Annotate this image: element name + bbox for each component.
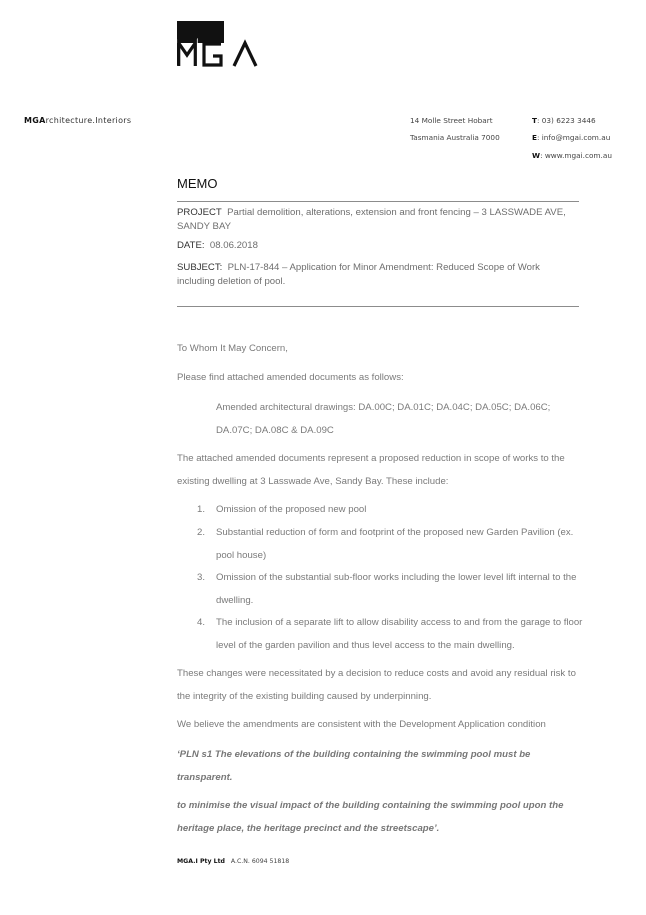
- list-item: Omission of the substantial sub-floor works including the lower level lift internal to the dwelling.: [216, 572, 577, 606]
- condition-quote-1: ‘PLN s1 The elevations of the building containing the swimming pool must be transparent.: [177, 749, 531, 783]
- intro-paragraph: Please find attached amended documents as follows:: [177, 372, 404, 383]
- drawings-list: Amended architectural drawings: DA.00C; DA.01C; DA.04C; DA.05C; DA.06C; DA.07C; DA.08C & DA.09C: [216, 402, 551, 436]
- subject-label: SUBJECT:: [177, 262, 223, 273]
- believe-paragraph: We believe the amendments are consistent with the Development Application condition: [177, 719, 546, 730]
- project-field: [177, 206, 579, 234]
- footer-company: MGA.I Pty Ltd: [177, 858, 225, 865]
- list-item-number: 3.: [197, 572, 206, 583]
- footer-acn: A.C.N. 6094 51818: [230, 858, 290, 865]
- address-line-2: Tasmania Australia 7000: [410, 133, 500, 142]
- address-line-1: 14 Molle Street Hobart: [410, 116, 493, 125]
- brand-name: [24, 116, 131, 125]
- mga-logo: [177, 21, 259, 67]
- list-item: Substantial reduction of form and footprint of the proposed new Garden Pavilion (ex. pool house): [216, 527, 574, 561]
- project-label: PROJECT: [177, 207, 222, 218]
- memo-title: MEMO: [177, 176, 218, 191]
- footer: [177, 858, 289, 865]
- email-label: E: [532, 133, 537, 142]
- bottom-divider: [177, 306, 579, 307]
- website[interactable]: [532, 151, 612, 160]
- list-item-number: 1.: [197, 504, 206, 515]
- condition-quote-2: to minimise the visual impact of the building containing the swimming pool upon the heritage place, the heritage precinct and the streetscape’.: [177, 800, 564, 834]
- list-item: The inclusion of a separate lift to allow disability access to and from the garage to floor level of the garden pavilion and thus level access to the main dwelling.: [216, 617, 583, 651]
- web-label: W: [532, 151, 541, 160]
- subject-value: PLN-17-844 – Application for Minor Amendment: Reduced Scope of Work including deletion of pool.: [177, 262, 540, 287]
- date-label: DATE:: [177, 240, 205, 251]
- date-field: [177, 239, 579, 253]
- brand-bold: MGA: [24, 116, 46, 125]
- project-value: Partial demolition, alterations, extension and front fencing – 3 LASSWADE AVE, SANDY BAY: [177, 207, 566, 232]
- email[interactable]: [532, 133, 610, 142]
- top-divider: [177, 201, 579, 202]
- phone-value: : 03) 6223 3446: [536, 116, 596, 125]
- brand-rest: rchitecture.Interiors: [45, 116, 132, 125]
- phone-label: T: [532, 116, 537, 125]
- phone: [532, 116, 596, 125]
- list-item-number: 4.: [197, 617, 206, 628]
- list-item-number: 2.: [197, 527, 206, 538]
- reduction-paragraph: The attached amended documents represent a proposed reduction in scope of works to the existing dwelling at 3 Lasswade Ave, Sandy Bay. These include:: [177, 453, 565, 487]
- web-value[interactable]: : www.mgai.com.au: [540, 151, 612, 160]
- subject-field: [177, 261, 579, 289]
- date-value: 08.06.2018: [209, 240, 258, 251]
- email-value[interactable]: : info@mgai.com.au: [537, 133, 611, 142]
- necessitated-paragraph: These changes were necessitated by a decision to reduce costs and avoid any residual risk to the integrity of the existing building caused by underpinning.: [177, 668, 576, 702]
- list-item: Omission of the proposed new pool: [216, 504, 367, 515]
- salutation: To Whom It May Concern,: [177, 343, 288, 354]
